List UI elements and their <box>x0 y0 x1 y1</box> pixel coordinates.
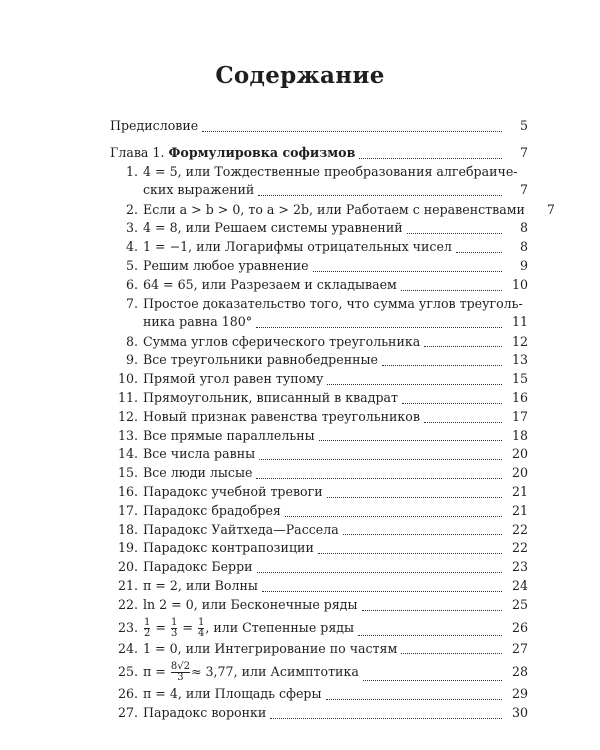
toc-item-number: 15. <box>117 465 138 481</box>
toc-item[interactable] <box>110 539 528 558</box>
leader-dots <box>327 496 502 498</box>
toc-page-number: 27 <box>511 640 528 656</box>
toc-page-number: 7 <box>546 201 555 217</box>
leader-dots <box>401 652 502 654</box>
toc-page-number: 20 <box>511 465 528 481</box>
toc-page-number: 26 <box>511 619 528 635</box>
toc-item-title: Парадокс брадобрея <box>143 502 281 518</box>
toc-item[interactable] <box>110 577 528 596</box>
toc-item[interactable] <box>110 389 528 408</box>
leader-dots <box>327 383 502 385</box>
toc-item[interactable] <box>110 351 528 370</box>
leader-dots <box>401 289 502 291</box>
toc-item[interactable] <box>110 558 528 577</box>
toc-item[interactable] <box>110 502 528 521</box>
leader-dots <box>362 609 502 611</box>
toc-item-title: , или Степенные ряды <box>205 619 355 635</box>
toc-item-title: Новый признак равенства треугольников <box>143 408 420 424</box>
toc-item[interactable] <box>110 370 528 389</box>
toc-item[interactable] <box>110 658 528 685</box>
toc-item-number: 8. <box>125 333 138 349</box>
leader-dots <box>258 194 502 196</box>
toc-item-number: 26. <box>117 686 138 702</box>
chapter-prefix: Глава 1. <box>110 144 165 160</box>
toc-item-number: 5. <box>125 257 138 273</box>
toc-item-title: Прямоугольник, вписанный в квадрат <box>143 389 398 405</box>
toc-item[interactable] <box>110 685 528 704</box>
toc-item-number: 4. <box>125 239 138 255</box>
toc-item[interactable] <box>110 257 528 276</box>
toc-item-number: 18. <box>117 521 138 537</box>
toc-item[interactable] <box>110 464 528 483</box>
toc-item[interactable] <box>110 521 528 540</box>
toc-page-number: 7 <box>519 144 528 160</box>
toc-preface-label: Предисловие <box>110 118 199 133</box>
leader-dots <box>402 402 502 404</box>
toc-page-number: 21 <box>511 502 528 518</box>
leader-dots <box>256 326 502 328</box>
leader-dots <box>326 698 503 700</box>
leader-dots <box>270 717 502 719</box>
toc-item-number: 13. <box>117 427 138 443</box>
toc-item[interactable] <box>110 640 528 659</box>
toc-page-number: 8 <box>519 239 528 255</box>
toc-preface[interactable] <box>110 117 528 136</box>
leader-dots <box>407 232 502 234</box>
toc-item-title-line1: Простое доказательство того, что сумма углов треуголь- <box>143 295 523 311</box>
toc-page-number: 9 <box>519 257 528 273</box>
toc-item-formula: π = $\frac{8√2}{3}$ <box>143 661 190 684</box>
leader-dots <box>313 270 502 272</box>
chapter-title: Формулировка софизмов <box>168 144 356 160</box>
leader-dots <box>285 515 502 517</box>
toc-item[interactable] <box>110 163 528 201</box>
toc-item-title: Парадокс Берри <box>143 559 253 575</box>
toc-page-number: 16 <box>511 389 528 405</box>
toc-item[interactable] <box>110 333 528 352</box>
leader-dots <box>358 634 502 636</box>
toc-item-title: 1 = 0, или Интегрирование по частям <box>143 640 398 656</box>
toc-item-number: 12. <box>117 408 138 424</box>
toc-page-number: 21 <box>511 483 528 499</box>
toc-item[interactable] <box>110 615 528 640</box>
toc-item-number: 25. <box>117 664 138 680</box>
toc-page-number: 15 <box>511 371 528 387</box>
leader-dots <box>257 571 502 573</box>
toc-page-number: 5 <box>519 118 528 133</box>
leader-dots <box>424 421 502 423</box>
toc-item-title: Парадокс учебной тревоги <box>143 483 323 499</box>
leader-dots <box>256 477 502 479</box>
toc-item-number: 1. <box>125 163 138 179</box>
leader-dots <box>382 364 502 366</box>
toc-page-number: 20 <box>511 446 528 462</box>
toc-item[interactable] <box>110 276 528 295</box>
leader-dots <box>343 533 502 535</box>
toc-item-title: ln 2 = 0, или Бесконечные ряды <box>143 596 358 612</box>
toc-item-number: 21. <box>117 577 138 593</box>
toc-item-title: π = 2, или Волны <box>143 577 258 593</box>
toc-page-number: 8 <box>519 220 528 236</box>
toc-page-number: 12 <box>511 333 528 349</box>
toc-item-number: 11. <box>117 389 138 405</box>
toc-page-number: 13 <box>511 352 528 368</box>
toc-page-number: 10 <box>511 276 528 292</box>
toc-item-number: 19. <box>117 540 138 556</box>
toc-item-title: ≈ 3,77, или Асимптотика <box>190 664 359 680</box>
toc-chapter[interactable] <box>110 144 528 163</box>
toc-item-number: 10. <box>117 371 138 387</box>
toc-page-number: 28 <box>511 664 528 680</box>
leader-dots <box>319 439 502 441</box>
toc-item-number: 6. <box>125 276 138 292</box>
fraction: $\frac{1}{3}$ <box>170 616 178 639</box>
leader-dots <box>424 345 502 347</box>
toc-item[interactable] <box>110 704 528 723</box>
toc-item-title-line1: 4 = 5, или Тождественные преобразования алгебраиче- <box>143 163 518 179</box>
toc-item-number: 7. <box>125 295 138 311</box>
toc-page-number: 18 <box>511 427 528 443</box>
toc-item-title: Все числа равны <box>143 446 256 462</box>
toc-item-title: 1 = −1, или Логарифмы отрицательных чисел <box>143 239 452 255</box>
leader-dots <box>456 251 502 253</box>
page-title: Содержание <box>215 62 385 89</box>
leader-dots <box>262 590 502 592</box>
toc-item-number: 9. <box>125 352 138 368</box>
toc-item-title: Все треугольники равнобедренные <box>143 352 378 368</box>
toc-page-number: 29 <box>511 686 528 702</box>
toc-item[interactable] <box>110 238 528 257</box>
toc-page-number: 30 <box>511 705 528 721</box>
toc-page-number: 24 <box>511 577 528 593</box>
toc-item-number: 22. <box>117 596 138 612</box>
table-of-contents <box>110 117 555 723</box>
toc-item-number: 3. <box>125 220 138 236</box>
leader-dots <box>363 679 502 681</box>
toc-item-number: 2. <box>125 201 138 217</box>
toc-item[interactable] <box>110 596 528 615</box>
toc-item-title: Парадокс Уайтхеда—Рассела <box>143 521 339 537</box>
toc-item[interactable] <box>110 295 528 333</box>
toc-item-title-line2: ника равна 180° <box>143 314 253 330</box>
toc-page-number: 23 <box>511 559 528 575</box>
toc-page-number: 7 <box>519 182 528 198</box>
toc-page-number: 22 <box>511 521 528 537</box>
leader-dots <box>359 157 502 159</box>
toc-item-number: 27. <box>117 705 138 721</box>
fraction: $\frac{1}{4}$ <box>197 616 205 639</box>
toc-item-title: Сумма углов сферического треугольника <box>143 333 421 349</box>
toc-item-title: Парадокс контрапозиции <box>143 540 314 556</box>
toc-page-number: 11 <box>511 314 528 330</box>
toc-item-title: Если a > b > 0, то a > 2b, или Работаем с неравенствами <box>143 201 525 217</box>
toc-item-number: 16. <box>117 483 138 499</box>
leader-dots <box>259 458 502 460</box>
toc-item[interactable] <box>110 201 555 220</box>
toc-item-title: π = 4, или Площадь сферы <box>143 686 322 702</box>
toc-item[interactable] <box>110 219 528 238</box>
toc-item[interactable] <box>110 483 528 502</box>
toc-item[interactable] <box>110 427 528 446</box>
toc-item-title: Решим любое уравнение <box>143 257 309 273</box>
toc-item[interactable] <box>110 445 528 464</box>
toc-item-title: Все люди лысые <box>143 465 253 481</box>
toc-item-number: 23. <box>117 619 138 635</box>
toc-item-number: 14. <box>117 446 138 462</box>
toc-item-number: 17. <box>117 502 138 518</box>
toc-item-number: 24. <box>117 640 138 656</box>
leader-dots <box>318 552 502 554</box>
toc-page-number: 22 <box>511 540 528 556</box>
toc-item-title: 64 = 65, или Разрезаем и складываем <box>143 276 397 292</box>
toc-item-title: Парадокс воронки <box>143 705 267 721</box>
toc-item-number: 20. <box>117 559 138 575</box>
toc-item-title: 4 = 8, или Решаем системы уравнений <box>143 220 403 236</box>
fraction: $\frac{8√2}{3}$ <box>170 661 190 684</box>
toc-page-number: 25 <box>511 596 528 612</box>
toc-item-formula: $\frac{1}{2}$ = $\frac{1}{3}$ = $\frac{1}{4}$ <box>144 616 205 639</box>
toc-item-title: Прямой угол равен тупому <box>143 371 324 387</box>
leader-dots <box>202 130 502 132</box>
toc-item-title-line2: ских выражений <box>143 182 255 198</box>
toc-item-title: Все прямые параллельны <box>143 427 315 443</box>
toc-item[interactable] <box>110 408 528 427</box>
fraction: $\frac{1}{2}$ <box>144 616 151 639</box>
toc-page-number: 17 <box>511 408 528 424</box>
